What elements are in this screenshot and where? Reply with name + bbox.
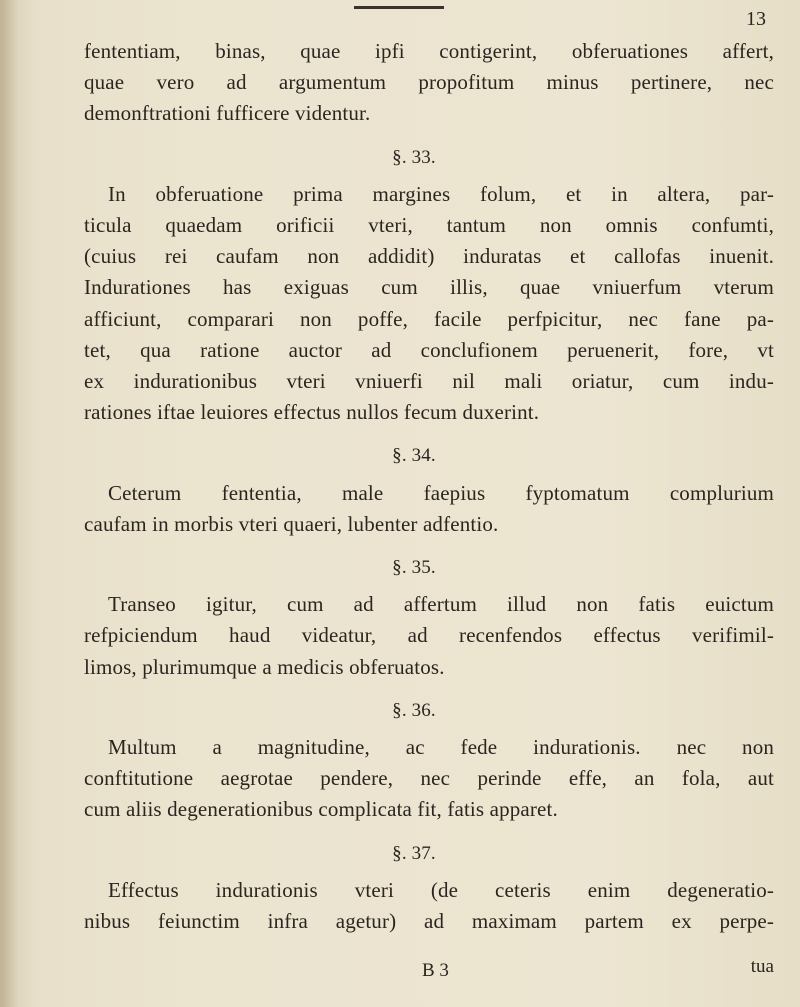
- text-line: Ceterum fententia, male faepius fyptomatum complurium: [108, 480, 774, 505]
- text-line: ex indurationibus vteri vniuerfi nil mali oriatur, cum indu-: [84, 369, 774, 394]
- text-line: afficiunt, comparari non poffe, facile perfpicitur, nec fane pa-: [84, 306, 774, 331]
- text-line: caufam in morbis vteri quaeri, lubenter adfentio.: [84, 511, 499, 536]
- text-line: cum aliis degenerationibus complicata fit, fatis apparet.: [84, 797, 558, 822]
- text-line: Transeo igitur, cum ad affertum illud non fatis euictum: [108, 592, 774, 617]
- signature-mark: B 3: [422, 960, 449, 981]
- text-line: limos, plurimumque a medicis obferuatos.: [84, 654, 445, 679]
- text-line: nibus feiunctim infra agetur) ad maximam partem ex perpe-: [84, 909, 774, 934]
- text-line: rationes iftae leuiores effectus nullos fecum duxerint.: [84, 400, 540, 425]
- text-line: tet, qua ratione auctor ad conclufionem peruenerit, fore, vt: [84, 337, 774, 362]
- text-line: quae vero ad argumentum propofitum minus pertinere, nec: [84, 70, 774, 95]
- page-number: 13: [746, 8, 766, 30]
- binding-shadow: [0, 0, 18, 1007]
- section-heading: §. 33.: [392, 146, 436, 168]
- paragraph: [84, 179, 774, 429]
- text-line: In obferuatione prima margines folum, et in altera, par-: [108, 181, 774, 206]
- text-line: Effectus indurationis vteri (de ceteris enim degeneratio-: [108, 877, 774, 902]
- text-line: fententiam, binas, quae ipfi contigerint, obferuationes affert,: [84, 39, 774, 63]
- paragraph: [84, 589, 774, 683]
- text-line: conftitutione aegrotae pendere, nec perinde effe, an fola, aut: [84, 766, 774, 791]
- section-heading: §. 36.: [392, 699, 436, 721]
- header-rule: [354, 6, 444, 9]
- paragraph: [84, 478, 774, 540]
- text-line: (cuius rei caufam non addidit) induratas et callofas inuenit.: [84, 244, 774, 269]
- paragraph: [84, 36, 774, 130]
- body-text: [84, 36, 774, 937]
- section-heading: §. 34.: [392, 445, 436, 467]
- page-footer: [84, 956, 774, 990]
- catchword: tua: [750, 956, 774, 977]
- paragraph: [84, 732, 774, 826]
- paragraph: [84, 875, 774, 937]
- section-heading: §. 37.: [392, 842, 436, 864]
- text-line: ticula quaedam orificii vteri, tantum non omnis confumti,: [84, 213, 774, 238]
- text-line: refpiciendum haud videatur, ad recenfendos effectus verifimil-: [84, 623, 774, 648]
- text-line: demonftrationi fufficere videntur.: [84, 101, 371, 126]
- section-heading: §. 35.: [392, 557, 436, 579]
- text-line: Multum a magnitudine, ac fede indurationis. nec non: [108, 735, 774, 760]
- text-line: Indurationes has exiguas cum illis, quae vniuerfum vterum: [84, 275, 774, 300]
